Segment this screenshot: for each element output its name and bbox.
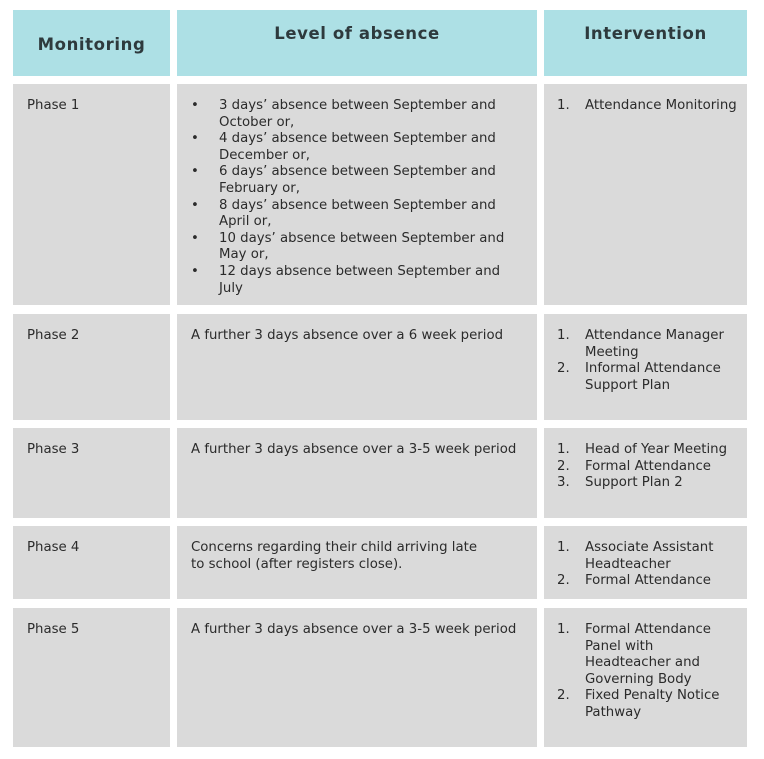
header-intervention bbox=[544, 10, 747, 76]
intervention-number: 1. bbox=[557, 540, 570, 555]
intervention-item bbox=[557, 328, 739, 361]
absence-bullet: • 8 days’ absence between September and April or, bbox=[191, 198, 523, 231]
intervention-item bbox=[557, 442, 739, 459]
header-level-of-absence bbox=[177, 10, 537, 76]
phase-1-cell bbox=[13, 84, 170, 305]
intervention-text: Associate Assistant Headteacher bbox=[585, 540, 714, 572]
absence-bullet: • 4 days’ absence between September and December or, bbox=[191, 131, 523, 164]
phase-4-intervention-cell bbox=[544, 526, 747, 599]
intervention-number: 1. bbox=[557, 622, 570, 637]
intervention-item bbox=[557, 540, 739, 573]
intervention-number: 2. bbox=[557, 458, 570, 474]
phase-1-intervention-cell bbox=[544, 84, 747, 305]
phase-1-label: Phase 1 bbox=[27, 98, 80, 113]
absence-bullet: • 3 days’ absence between September and October or, bbox=[191, 98, 523, 131]
phase-5-absence-cell bbox=[177, 608, 537, 747]
intervention-text: Support Plan 2 bbox=[585, 475, 683, 491]
phase-2-intervention-cell bbox=[544, 314, 747, 420]
intervention-list bbox=[557, 622, 739, 722]
intervention-number: 1. bbox=[557, 442, 570, 457]
intervention-item bbox=[557, 688, 739, 721]
intervention-number: 1. bbox=[557, 98, 570, 113]
header-intervention-label: Intervention bbox=[584, 24, 707, 43]
intervention-text: Formal Attendance bbox=[585, 458, 711, 474]
phase-2-label: Phase 2 bbox=[27, 328, 80, 343]
phase-4-cell bbox=[13, 526, 170, 599]
phase-1-absence-cell bbox=[177, 84, 537, 305]
phase-4-absence-cell bbox=[177, 526, 537, 599]
intervention-text: Formal Attendance Panel with Headteacher and Governing Body bbox=[585, 622, 711, 687]
phase-5-intervention-cell bbox=[544, 608, 747, 747]
intervention-number: 1. bbox=[557, 328, 570, 343]
intervention-text: Formal Attendance bbox=[585, 573, 711, 589]
absence-bullet: • 12 days absence between September and July bbox=[191, 264, 523, 297]
intervention-number: 2. bbox=[557, 688, 570, 704]
intervention-number: 2. bbox=[557, 573, 570, 589]
phase-4-label: Phase 4 bbox=[27, 540, 80, 555]
header-monitoring-label: Monitoring bbox=[37, 35, 146, 54]
intervention-item bbox=[557, 361, 739, 394]
phase-2-absence-cell bbox=[177, 314, 537, 420]
intervention-text: Head of Year Meeting bbox=[585, 442, 728, 457]
header-monitoring bbox=[13, 10, 170, 76]
phase-5-cell bbox=[13, 608, 170, 747]
phase-4-absence-text: Concerns regarding their child arriving late to school (after registers close). bbox=[191, 540, 477, 572]
phase-5-label: Phase 5 bbox=[27, 622, 80, 637]
intervention-item bbox=[557, 573, 739, 590]
phase-5-absence-text: A further 3 days absence over a 3-5 week period bbox=[191, 622, 517, 637]
phase-2-absence-text: A further 3 days absence over a 6 week period bbox=[191, 328, 504, 343]
intervention-number: 2. bbox=[557, 361, 570, 377]
intervention-list bbox=[557, 442, 739, 492]
intervention-list bbox=[557, 98, 739, 115]
phase-3-label: Phase 3 bbox=[27, 442, 80, 457]
intervention-text: Attendance Monitoring bbox=[585, 98, 737, 113]
absence-bullet: • 6 days’ absence between September and February or, bbox=[191, 164, 523, 197]
phase-3-intervention-cell bbox=[544, 428, 747, 518]
absence-bullet: • 10 days’ absence between September and May or, bbox=[191, 231, 523, 264]
phase-2-cell bbox=[13, 314, 170, 420]
absence-bullet-list bbox=[191, 98, 523, 297]
intervention-list bbox=[557, 540, 739, 590]
intervention-text: Informal Attendance Support Plan bbox=[585, 361, 721, 393]
phase-3-cell bbox=[13, 428, 170, 518]
intervention-item bbox=[557, 622, 739, 688]
phase-3-absence-text: A further 3 days absence over a 3-5 week period bbox=[191, 442, 517, 457]
intervention-item bbox=[557, 475, 739, 492]
intervention-item bbox=[557, 98, 739, 115]
intervention-text: Fixed Penalty Notice Pathway bbox=[585, 688, 720, 720]
intervention-item bbox=[557, 459, 739, 476]
intervention-number: 3. bbox=[557, 475, 570, 491]
intervention-text: Attendance Manager Meeting bbox=[585, 328, 724, 360]
header-level-of-absence-label: Level of absence bbox=[274, 24, 440, 43]
phase-3-absence-cell bbox=[177, 428, 537, 518]
intervention-list bbox=[557, 328, 739, 394]
